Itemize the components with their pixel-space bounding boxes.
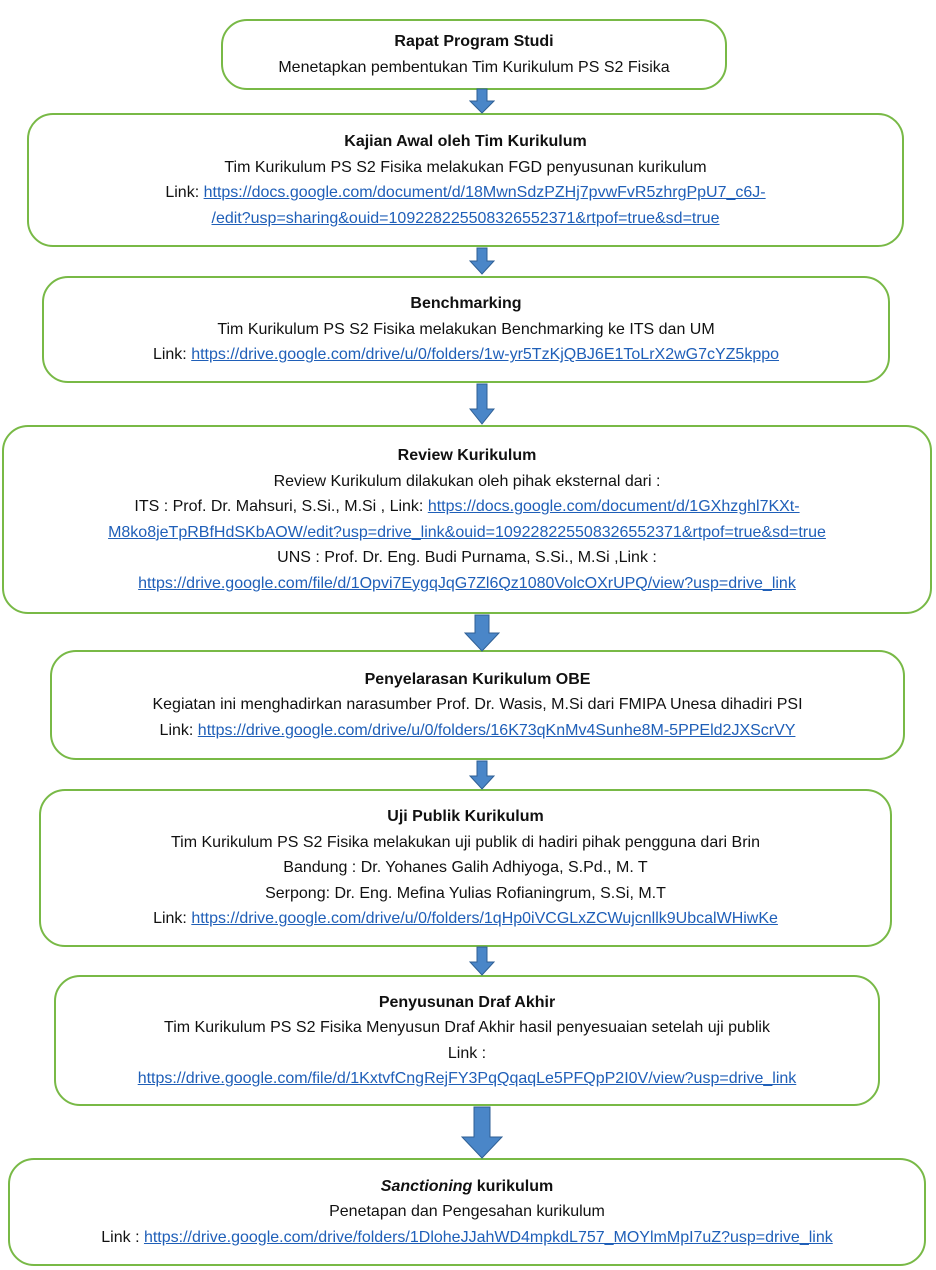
step-review-kurikulum (2, 425, 932, 614)
step-draf-akhir (54, 975, 880, 1106)
step-description: Penetapan dan Pengesahan kurikulum (329, 1203, 605, 1221)
link-label: Link: (153, 910, 192, 928)
step-rapat-program-studi (221, 19, 727, 90)
step-description: Review Kurikulum dilakukan oleh pihak eksternal dari : (273, 472, 661, 490)
step-description: Tim Kurikulum PS S2 Fisika melakukan FGD penyusunan kurikulum (224, 158, 707, 176)
step-description: Menetapkan pembentukan Tim Kurikulum PS S2 Fisika (278, 58, 670, 76)
step-description: Tim Kurikulum PS S2 Fisika melakukan uji publik di hadiri pihak pengguna dari Brin (170, 833, 761, 851)
flow-arrow-4 (464, 614, 500, 652)
link-kajian-awal-part1[interactable]: https://docs.google.com/document/d/18MwnSdzPZHj7pvwFvR5zhrgPpU7_c6J- (203, 184, 766, 201)
step-title-rest: kurikulum (472, 1177, 554, 1195)
link-label: Link: (159, 721, 198, 739)
flow-arrow-1 (469, 88, 495, 114)
step-title: Review Kurikulum (397, 447, 537, 464)
step-description: Tim Kurikulum PS S2 Fisika Menyusun Draf Akhir hasil penyesuaian setelah uji publik (164, 1019, 770, 1036)
flow-arrow-6 (469, 946, 495, 976)
step-title: Penyusunan Draf Akhir (378, 993, 556, 1011)
step-description: Tim Kurikulum PS S2 Fisika melakukan Benchmarking ke ITS dan UM (217, 320, 715, 338)
link-kajian-awal-part2[interactable]: /edit?usp=sharing&ouid=109228225508326552371&rtpof=true&sd=true (211, 209, 720, 227)
step-sanctioning (8, 1158, 926, 1266)
link-draf-akhir[interactable]: https://drive.google.com/file/d/1KxtvfCngRejFY3PqQqaqLe5PFQpP2I0V/view?usp=drive_link (137, 1070, 797, 1087)
link-label: Link : (101, 1228, 144, 1246)
link-label: Link: (152, 346, 192, 364)
link-label: Link: (165, 184, 204, 201)
step-title (381, 1174, 553, 1200)
link-uji-publik[interactable]: https://drive.google.com/drive/u/0/folders/1qHp0iVCGLxZCWujcnllk9UbcalWHiwKe (191, 910, 778, 928)
reviewer-uns: UNS : Prof. Dr. Eng. Budi Purnama, S.Si., M.Si ,Link : (277, 549, 657, 566)
step-benchmarking (42, 276, 890, 383)
step-title: Rapat Program Studi (394, 33, 554, 50)
link-benchmarking[interactable]: https://drive.google.com/drive/u/0/folders/1w-yr5TzKjQBJ6E1ToLrX2wG7cYZ5kppo (191, 346, 780, 364)
step-title: Uji Publik Kurikulum (387, 808, 544, 826)
step-uji-publik (39, 789, 892, 947)
link-review-uns[interactable]: https://drive.google.com/file/d/1Opvi7EygqJqG7Zl6Qz1080VolcOXrUPQ/view?usp=drive_link (138, 574, 796, 592)
flow-arrow-5 (469, 760, 495, 790)
link-sanctioning[interactable]: https://drive.google.com/drive/folders/1DloheJJahWD4mpkdL757_MOYlmMpI7uZ?usp=drive_link (143, 1228, 833, 1246)
participant-bandung: Bandung : Dr. Yohanes Galih Adhiyoga, S.Pd., M. T (283, 859, 648, 877)
flow-arrow-7 (461, 1106, 503, 1159)
link-penyelarasan[interactable]: https://drive.google.com/drive/u/0/folders/16K73qKnMv4Sunhe8M-5PPEld2JXScrVY (197, 721, 796, 739)
participant-serpong: Serpong: Dr. Eng. Mefina Yulias Rofianingrum, S.Si, M.T (265, 884, 666, 902)
link-label: Link : (447, 1044, 487, 1062)
step-title-italic: Sanctioning (380, 1177, 473, 1195)
flow-arrow-2 (469, 247, 495, 275)
step-title: Penyelarasan Kurikulum OBE (364, 670, 591, 688)
step-kajian-awal (27, 113, 904, 247)
flow-arrow-3 (469, 383, 495, 425)
step-title: Kajian Awal oleh Tim Kurikulum (344, 133, 587, 150)
step-title: Benchmarking (410, 295, 522, 313)
link-review-its-part1[interactable]: https://docs.google.com/document/d/1GXhzghl7KXt- (427, 498, 800, 515)
step-description: Kegiatan ini menghadirkan narasumber Prof. Dr. Wasis, M.Si dari FMIPA Unesa dihadiri PSI (152, 696, 803, 714)
step-penyelarasan-obe (50, 650, 905, 760)
reviewer-its: ITS : Prof. Dr. Mahsuri, S.Si., M.Si , Link: (134, 498, 428, 515)
link-review-its-part2[interactable]: M8ko8jeTpRBfHdSKbAOW/edit?usp=drive_link&ouid=109228225508326552371&rtpof=true&sd=true (108, 523, 826, 541)
